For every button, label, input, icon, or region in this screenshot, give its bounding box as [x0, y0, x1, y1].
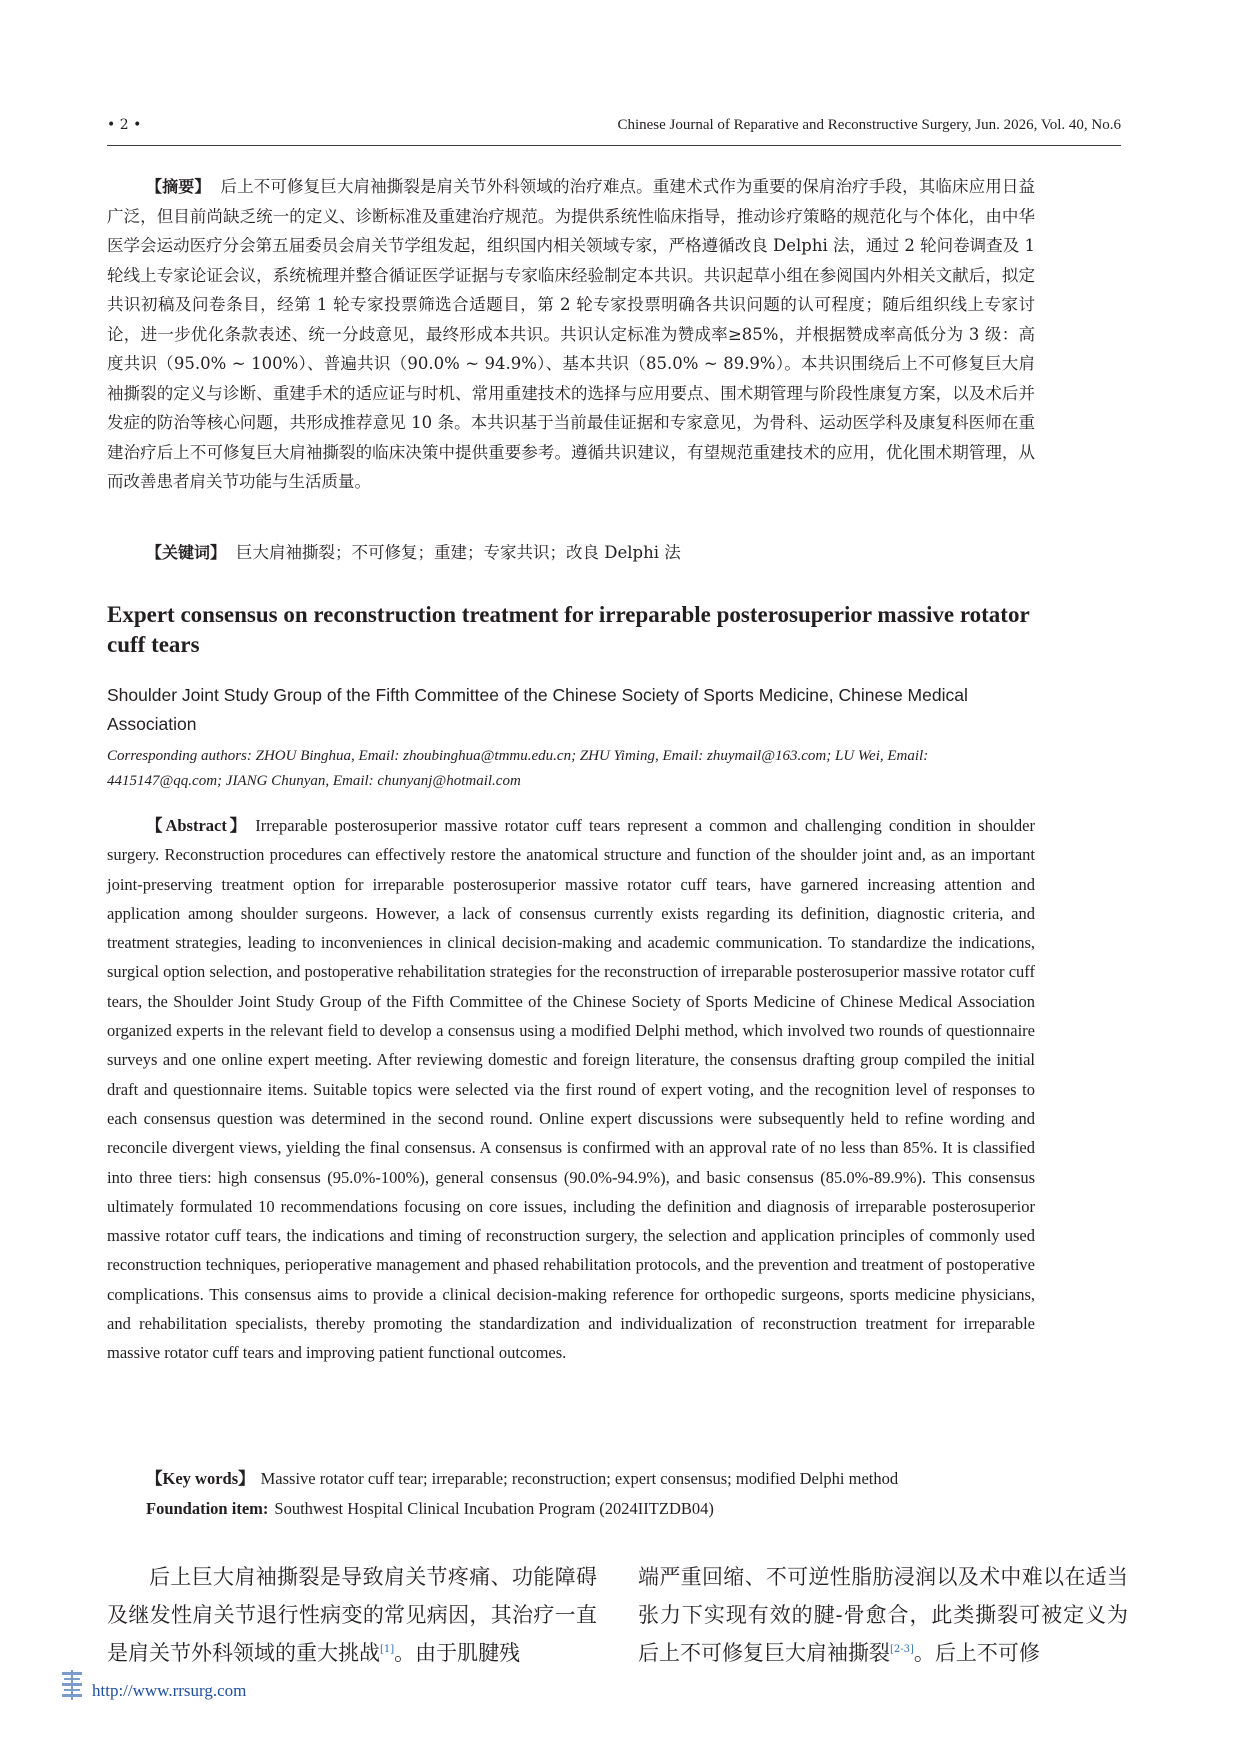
english-abstract-text: Irreparable posterosuperior massive rotator cuff tears represent a common and challenging condition in shoulder surgery. Reconstruction procedures can effectively restore the anatomical structure and function of the shoulder joint and, as an important joint-preserving treatment option for irreparable posterosuperior massive rotator cuff tears, have garnered increasing attention and application among shoulder surgeons. However, a lack of consensus currently exists regarding its definition, diagnostic criteria, and treatment strategies, leading to inconveniences in clinical decision-making and academic communication. To standardize the indications, surgical option selection, and postoperative rehabilitation strategies for the reconstruction of irreparable posterosuperior massive rotator cuff tears, the Shoulder Joint Study Group of the Fifth Committee of the Chinese Society of Sports Medicine of Chinese Medical Association organized experts in the relevant field to develop a consensus using a modified Delphi method, which involved two rounds of questionnaire surveys and one online expert meeting. After reviewing domestic and foreign literature, the consensus drafting group compiled the initial draft and questionnaire items. Suitable topics were selected via the first round of expert voting, and the recognition level of responses to each consensus question was determined in the second round. Online expert discussions were subsequently held to refine wording and reconcile divergent views, yielding the final consensus. A consensus is confirmed with an approval rate of no less than 85%. It is classified into three tiers: high consensus (95.0%-100%), general consensus (90.0%-94.9%), and basic consensus (85.0%-89.9%). This consensus ultimately formulated 10 recommendations focusing on core issues, including the definition and diagnosis of irreparable posterosuperior massive rotator cuff tears, the indications and timing of reconstruction surgery, the selection and application principles of commonly used reconstruction techniques, perioperative management and phased rehabilitation protocols, and the prevention and treatment of postoperative complications. This consensus aims to provide a clinical decision-making reference for orthopedic surgeons, sports medicine physicians, and rehabilitation specialists, thereby promoting the standardization and individualization of reconstruction treatment for irreparable massive rotator cuff tears and improving patient functional outcomes. [107, 816, 1035, 1363]
chinese-abstract [107, 172, 1035, 497]
chinese-keywords-text: 巨大肩袖撕裂；不可修复；重建；专家共识；改良 Delphi 法 [236, 543, 681, 562]
corresponding-authors: Corresponding authors: ZHOU Binghua, Email: zhoubinghua@tmmu.edu.cn; ZHU Yiming, Email: zhuymail@163.com; LU Wei, Email: 4415147@qq.com; JIANG Chunyan, Email: chunyanj@hotmail.com [107, 748, 929, 789]
body-column-left [107, 1558, 597, 1672]
journal-logo-icon [60, 1670, 84, 1702]
chinese-abstract-text: 后上不可修复巨大肩袖撕裂是肩关节外科领域的治疗难点。重建术式作为重要的保肩治疗手段，其临床应用日益广泛，但目前尚缺乏统一的定义、诊断标准及重建治疗规范。为提供系统性临床指导，推动诊疗策略的规范化与个体化，由中华医学会运动医疗分会第五届委员会肩关节学组发起，组织国内相关领域专家，严格遵循改良 Delphi 法，通过 2 轮问卷调查及 1 轮线上专家论证会议，系统梳理并整合循证医学证据与专家临床经验制定本共识。共识起草小组在参阅国内外相关文献后，拟定共识初稿及问卷条目，经第 1 轮专家投票筛选合适题目，第 2 轮专家投票明确各共识问题的认可程度；随后组织线上专家讨论，进一步优化条款表述、统一分歧意见，最终形成本共识。共识认定标准为赞成率≥85%，并根据赞成率高低分为 3 级：高度共识（95.0% ~ 100%）、普遍共识（90.0% ~ 94.9%）、基本共识（85.0% ~ 89.9%）。本共识围绕后上不可修复巨大肩袖撕裂的定义与诊断、重建手术的适应证与时机、常用重建技术的选择与应用要点、围术期管理与阶段性康复方案，以及术后并发症的防治等核心问题，共形成推荐意见 10 条。本共识基于当前最佳证据和专家意见，为骨科、运动医学科及康复科医师在重建治疗后上不可修复巨大肩袖撕裂的临床决策中提供重要参考。遵循共识建议，有望规范重建技术的应用，优化围术期管理，从而改善患者肩关节功能与生活质量。 [107, 177, 1035, 491]
chinese-keywords-label: 【关键词】 [146, 543, 227, 562]
body-left-tail: 。由于肌腱残 [394, 1641, 521, 1665]
english-keywords-text: Massive rotator cuff tear; irreparable; reconstruction; expert consensus; modified Delphi method [260, 1469, 899, 1488]
english-keywords-label: 【Key words】 [146, 1469, 255, 1488]
english-authors: Shoulder Joint Study Group of the Fifth Committee of the Chinese Society of Sports Medicine, Chinese Medical Association [107, 685, 968, 734]
header-rule [107, 145, 1121, 146]
english-title: Expert consensus on reconstruction treatment for irreparable posterosuperior massive rotator cuff tears [107, 602, 1030, 657]
english-abstract [107, 811, 1035, 1368]
foundation-label: Foundation item: [146, 1499, 269, 1518]
english-abstract-label: 【Abstract】 [146, 816, 250, 835]
running-head: Chinese Journal of Reparative and Reconstructive Surgery, Jun. 2026, Vol. 40, No.6 [617, 117, 1121, 133]
foundation-text: Southwest Hospital Clinical Incubation Program (2024IITZDB04) [274, 1499, 714, 1518]
body-column-right [638, 1558, 1128, 1672]
foundation-item [146, 1499, 714, 1519]
citation-link[interactable]: [2-3] [890, 1644, 914, 1655]
body-right-text: 端严重回缩、不可逆性脂肪浸润以及术中难以在适当张力下实现有效的腱-骨愈合，此类撕裂可被定义为后上不可修复巨大肩袖撕裂 [638, 1565, 1128, 1665]
body-right-tail: 。后上不可修 [913, 1641, 1040, 1665]
chinese-abstract-label: 【摘要】 [146, 177, 211, 196]
journal-url-link[interactable]: http://www.rrsurg.com [92, 1681, 247, 1700]
english-keywords [146, 1465, 898, 1489]
citation-link[interactable]: [1] [380, 1644, 395, 1655]
body-left-text: 后上巨大肩袖撕裂是导致肩关节疼痛、功能障碍及继发性肩关节退行性病变的常见病因，其治疗一直是肩关节外科领域的重大挑战 [107, 1565, 597, 1665]
page-number: • 2 • [107, 117, 142, 133]
chinese-keywords [146, 539, 681, 563]
